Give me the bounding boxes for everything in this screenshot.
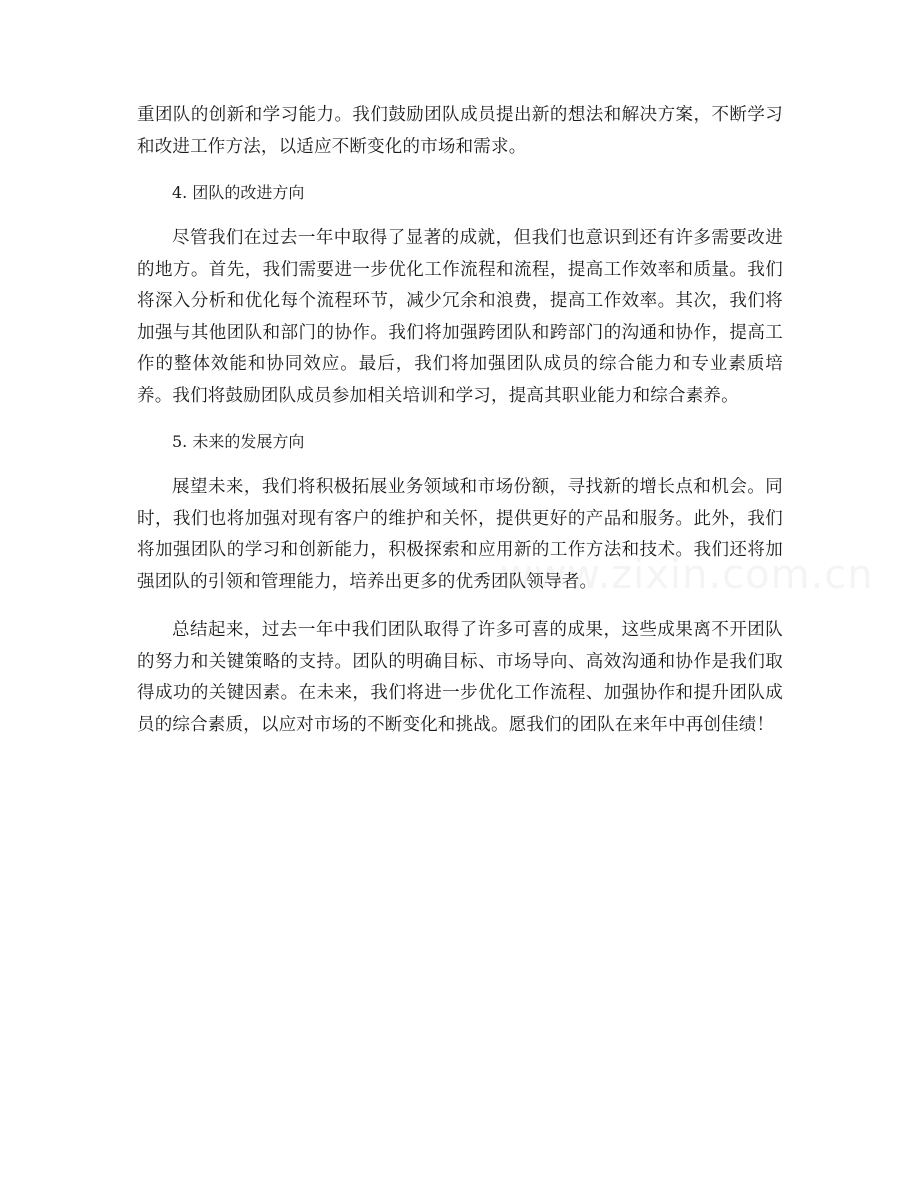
conclusion-paragraph: 总结起来，过去一年中我们团队取得了许多可喜的成果，这些成果离不开团队的努力和关键策略的支持。团队的明确目标、市场导向、高效沟通和协作是我们取得成功的关键因素。在未来，我们将进一步优化工作流程、加强协作和提升团队成员的综合素质，以应对市场的不断变化和挑战。愿我们的团队在来年中再创佳绩！ — [137, 620, 783, 735]
section-5-heading: 5. 未来的发展方向 — [172, 432, 305, 451]
intro-paragraph: 重团队的创新和学习能力。我们鼓励团队成员提出新的想法和解决方案，不断学习和改进工作方法，以适应不断变化的市场和需求。 — [137, 105, 783, 157]
section-4-heading: 4. 团队的改进方向 — [172, 183, 305, 202]
section-5-body: 展望未来，我们将积极拓展业务领域和市场份额，寻找新的增长点和机会。同时，我们也将加强对现有客户的维护和关怀，提供更好的产品和服务。此外，我们将加强团队的学习和创新能力，积极探索和应用新的工作方法和技术。我们还将加强团队的引领和管理能力，培养出更多的优秀团队领导者。 — [137, 477, 783, 592]
section-4-body: 尽管我们在过去一年中取得了显著的成就，但我们也意识到还有许多需要改进的地方。首先，我们需要进一步优化工作流程和流程，提高工作效率和质量。我们将深入分析和优化每个流程环节，减少冗余和浪费，提高工作效率。其次，我们将加强与其他团队和部门的协作。我们将加强跨团队和跨部门的沟通和协作，提高工作的整体效能和协同效应。最后，我们将加强团队成员的综合能力和专业素质培养。我们将鼓励团队成员参加相关培训和学习，提高其职业能力和综合素养。 — [137, 228, 783, 406]
document-body — [137, 100, 783, 741]
